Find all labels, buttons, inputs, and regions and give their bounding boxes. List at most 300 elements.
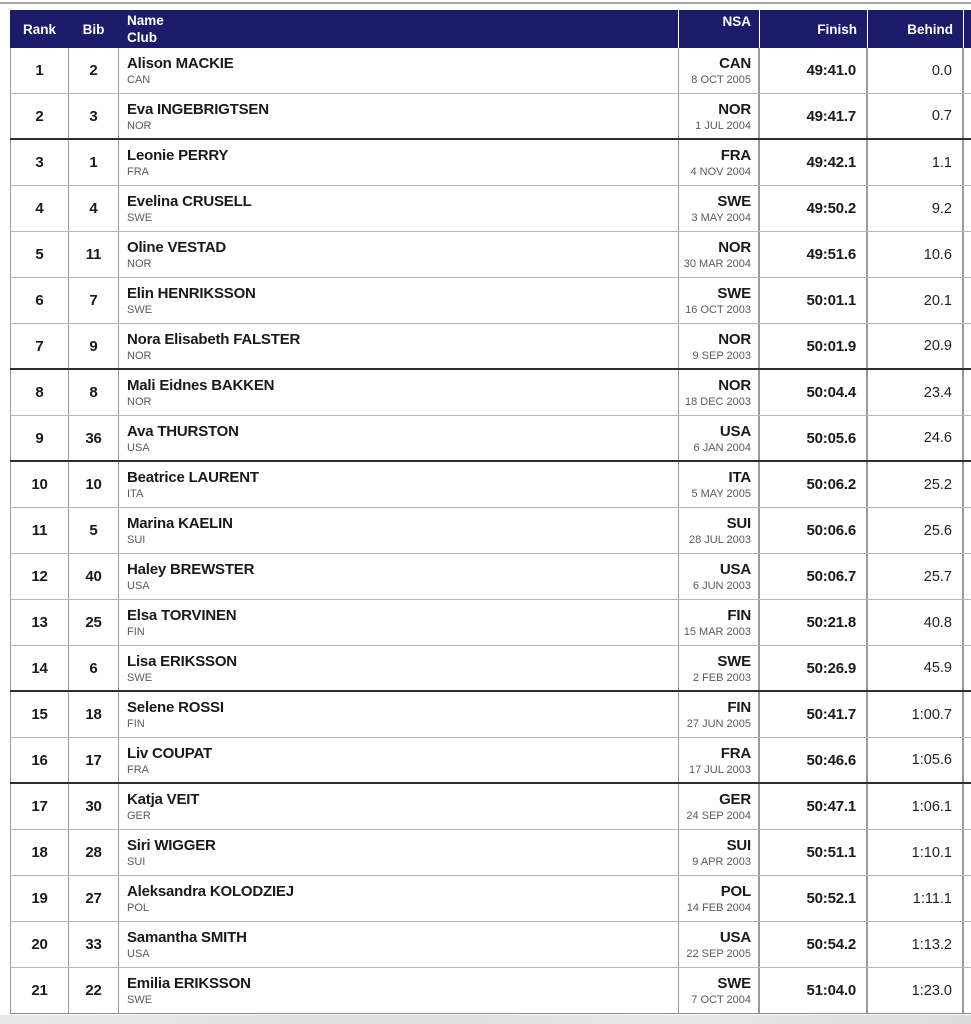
rank-value: 12 [31,568,48,585]
rank-value: 13 [31,614,48,631]
nsa-cell [678,370,759,415]
behind-cell [867,508,963,553]
nsa-cell [678,600,759,645]
finish-time: 50:01.9 [806,337,856,355]
finish-cell [759,600,867,645]
bib-value: 17 [85,751,102,769]
rank-cell [10,140,68,185]
behind-time: 20.1 [923,292,952,309]
name-club-cell [118,416,678,460]
rank-cell [10,968,68,1013]
rank-value: 19 [31,890,48,907]
birth-date: 15 MAR 2003 [683,626,751,638]
finish-time: 51:04.0 [806,982,856,999]
rank-cell [10,692,68,737]
behind-cell [867,646,963,690]
result-row [10,48,971,94]
athlete-name: Selene ROSSI [127,699,224,716]
rank-cell [10,508,68,553]
result-row [10,876,971,922]
behind-cell [867,554,963,599]
behind-cell [867,830,963,875]
behind-time: 20.9 [923,338,952,354]
club-code: NOR [127,258,152,270]
rank-cell [10,94,68,138]
nsa-cell [678,922,759,967]
finish-time: 50:01.1 [806,292,856,309]
nsa-code: SWE [717,975,751,992]
bib-value: 4 [89,200,98,217]
finish-cell [759,646,867,690]
bib-cell [68,968,118,1013]
finish-time: 50:47.1 [806,798,856,815]
result-row [10,140,971,186]
rank-cell [10,370,68,415]
result-row [10,600,971,646]
rank-cell [10,186,68,231]
bib-cell [68,508,118,553]
club-code: SUI [127,534,146,546]
rank-value: 3 [35,154,44,171]
birth-date: 22 SEP 2005 [686,948,751,960]
finish-cell [759,508,867,553]
finish-time: 50:05.6 [806,429,856,447]
club-code: USA [127,441,150,454]
result-row [10,646,971,692]
bib-value: 10 [85,476,102,493]
next-column-partial-cell [963,278,971,323]
club-code: FRA [127,166,149,178]
next-column-partial-cell [963,600,971,645]
bib-value: 7 [89,292,98,309]
finish-time: 50:06.6 [806,522,856,539]
behind-cell [867,370,963,415]
header-rank [10,10,68,48]
finish-cell [759,186,867,231]
nsa-cell [678,416,759,460]
finish-cell [759,48,867,93]
bib-cell [68,646,118,690]
header-name-label: Name [127,13,164,28]
behind-cell [867,416,963,460]
nsa-cell [678,462,759,507]
rank-value: 9 [35,429,44,447]
finish-cell [759,278,867,323]
rank-value: 8 [35,384,44,401]
top-divider-line [0,2,971,4]
rank-value: 21 [31,982,48,999]
athlete-name: Marina KAELIN [127,515,233,532]
bib-cell [68,324,118,368]
birth-date: 9 SEP 2003 [692,349,751,362]
birth-date: 14 FEB 2004 [686,902,751,914]
bib-cell [68,784,118,829]
birth-date: 8 OCT 2005 [691,74,751,86]
athlete-name: Alison MACKIE [127,55,234,72]
rank-value: 20 [31,936,48,953]
finish-cell [759,94,867,138]
bib-value: 30 [85,798,102,815]
behind-cell [867,738,963,782]
name-club-cell [118,94,678,138]
bib-cell [68,94,118,138]
bib-value: 2 [89,62,98,79]
behind-cell [867,876,963,921]
behind-time: 1:10.1 [911,844,952,861]
bib-value: 11 [85,246,102,263]
next-column-partial-cell [963,370,971,415]
bib-value: 3 [89,107,98,125]
finish-time: 50:54.2 [806,936,856,953]
birth-date: 6 JUN 2003 [692,580,751,592]
nsa-cell [678,94,759,138]
club-code: SWE [127,994,153,1006]
bib-cell [68,48,118,93]
nsa-code: SWE [717,285,751,302]
athlete-name: Ava THURSTON [127,422,239,440]
next-column-partial-cell [963,462,971,507]
name-club-cell [118,554,678,599]
header-nsa-label: NSA [722,14,751,29]
name-club-cell [118,232,678,277]
bib-value: 22 [85,982,102,999]
result-row [10,554,971,600]
rank-value: 14 [31,659,48,677]
athlete-name: Beatrice LAURENT [127,469,259,486]
header-behind-label: Behind [907,21,953,37]
result-row [10,370,971,416]
next-column-partial-cell [963,94,971,138]
nsa-cell [678,508,759,553]
behind-time: 1.1 [931,154,952,171]
bib-cell [68,186,118,231]
athlete-name: Haley BREWSTER [127,561,255,578]
finish-cell [759,784,867,829]
athlete-name: Siri WIGGER [127,837,216,854]
birth-date: 17 JUL 2003 [689,763,751,776]
nsa-code: NOR [718,100,751,118]
athlete-name: Nora Elisabeth FALSTER [127,330,301,348]
result-row [10,738,971,784]
bib-cell [68,738,118,782]
name-club-cell [118,968,678,1013]
athlete-name: Mali Eidnes BAKKEN [127,377,275,394]
name-club-cell [118,738,678,782]
athlete-name: Evelina CRUSELL [127,193,252,210]
result-row [10,232,971,278]
athlete-name: Katja VEIT [127,791,200,808]
rank-cell [10,416,68,460]
behind-time: 40.8 [923,614,952,631]
club-code: NOR [127,349,152,362]
name-club-cell [118,646,678,690]
name-club-cell [118,508,678,553]
rank-cell [10,738,68,782]
name-club-cell [118,784,678,829]
behind-cell [867,600,963,645]
nsa-cell [678,738,759,782]
rank-cell [10,784,68,829]
nsa-code: FRA [720,147,751,164]
club-code: POL [127,902,150,914]
name-club-cell [118,692,678,737]
behind-cell [867,922,963,967]
club-code: FIN [127,626,145,638]
finish-cell [759,922,867,967]
header-name-club [118,10,678,48]
birth-date: 1 JUL 2004 [695,119,751,132]
birth-date: 18 DEC 2003 [684,396,751,408]
bib-cell [68,370,118,415]
behind-cell [867,692,963,737]
name-club-cell [118,140,678,185]
rank-value: 5 [35,246,44,263]
header-club-label: Club [127,30,157,45]
nsa-cell [678,232,759,277]
birth-date: 30 MAR 2004 [683,258,751,270]
finish-time: 50:06.7 [806,568,856,585]
table-header-row [10,10,971,48]
result-row [10,830,971,876]
finish-cell [759,370,867,415]
next-column-partial-cell [963,784,971,829]
name-club-cell [118,876,678,921]
bib-value: 6 [89,659,98,677]
nsa-cell [678,48,759,93]
name-club-cell [118,186,678,231]
behind-cell [867,48,963,93]
club-code: FIN [127,718,145,730]
behind-time: 10.6 [923,246,952,263]
nsa-code: NOR [718,239,751,256]
club-code: USA [127,948,150,960]
behind-time: 23.4 [923,384,952,401]
name-club-cell [118,600,678,645]
nsa-cell [678,278,759,323]
club-code: FRA [127,763,149,776]
rank-cell [10,324,68,368]
bib-value: 8 [89,384,98,401]
rank-cell [10,48,68,93]
bib-value: 36 [85,429,102,447]
behind-cell [867,462,963,507]
behind-time: 0.7 [931,108,952,124]
result-row [10,416,971,462]
club-code: SWE [127,212,153,224]
behind-time: 1:06.1 [911,798,952,815]
finish-cell [759,968,867,1013]
nsa-code: USA [719,422,751,440]
birth-date: 6 JAN 2004 [693,441,751,454]
bib-value: 25 [85,614,102,631]
finish-time: 50:06.2 [806,476,856,493]
behind-time: 25.6 [923,522,952,539]
bib-value: 33 [85,936,102,953]
behind-cell [867,278,963,323]
rank-value: 18 [31,844,48,861]
finish-cell [759,416,867,460]
finish-cell [759,876,867,921]
result-row [10,278,971,324]
birth-date: 5 MAY 2005 [691,488,751,500]
next-column-partial-cell [963,692,971,737]
birth-date: 7 OCT 2004 [691,994,751,1006]
nsa-code: CAN [719,55,751,72]
club-code: SWE [127,671,153,684]
next-column-partial-cell [963,508,971,553]
rank-value: 1 [35,62,44,79]
next-column-partial-cell [963,324,971,368]
rank-cell [10,830,68,875]
rank-value: 16 [31,751,48,769]
name-club-cell [118,370,678,415]
bib-cell [68,830,118,875]
finish-cell [759,462,867,507]
rank-cell [10,462,68,507]
behind-cell [867,186,963,231]
finish-cell [759,232,867,277]
behind-time: 25.7 [923,568,952,585]
club-code: NOR [127,119,152,132]
next-column-partial-cell [963,876,971,921]
nsa-cell [678,554,759,599]
behind-time: 24.6 [923,430,952,446]
behind-cell [867,784,963,829]
header-bib-label: Bib [82,21,105,37]
bib-cell [68,416,118,460]
finish-time: 50:51.1 [806,844,856,861]
birth-date: 2 FEB 2003 [692,671,751,684]
finish-cell [759,140,867,185]
result-row [10,462,971,508]
behind-time: 25.2 [923,476,952,493]
nsa-code: NOR [718,330,751,348]
finish-time: 50:46.6 [806,751,856,769]
finish-time: 49:42.1 [806,154,856,171]
next-column-partial-cell [963,830,971,875]
next-column-partial-cell [963,738,971,782]
finish-time: 50:26.9 [806,659,856,677]
nsa-code: SUI [726,837,751,854]
rank-value: 4 [35,200,44,217]
finish-cell [759,554,867,599]
nsa-code: SUI [726,515,751,532]
bib-cell [68,692,118,737]
club-code: GER [127,810,151,822]
finish-time: 49:41.0 [806,62,856,79]
bib-cell [68,278,118,323]
rank-value: 15 [31,706,48,723]
finish-cell [759,738,867,782]
club-code: ITA [127,488,144,500]
finish-time: 49:41.7 [806,107,856,125]
nsa-cell [678,876,759,921]
next-column-partial-cell [963,922,971,967]
next-column-partial-cell [963,968,971,1013]
rank-cell [10,922,68,967]
finish-time: 50:04.4 [806,384,856,401]
athlete-name: Lisa ERIKSSON [127,652,237,670]
name-club-cell [118,922,678,967]
finish-time: 49:50.2 [806,200,856,217]
behind-time: 1:13.2 [911,936,952,953]
result-row [10,186,971,232]
table-body [10,48,971,1014]
behind-time: 1:00.7 [911,706,952,723]
birth-date: 24 SEP 2004 [686,810,751,822]
birth-date: 9 APR 2003 [692,856,751,868]
behind-time: 1:11.1 [912,890,952,907]
bib-cell [68,140,118,185]
birth-date: 3 MAY 2004 [691,212,751,224]
behind-time: 1:05.6 [911,752,952,768]
athlete-name: Oline VESTAD [127,239,227,256]
result-row [10,94,971,140]
rank-value: 10 [31,476,48,493]
behind-time: 9.2 [931,200,952,217]
club-code: NOR [127,396,152,408]
rank-cell [10,646,68,690]
club-code: SWE [127,304,153,316]
athlete-name: Elin HENRIKSSON [127,285,256,302]
bib-value: 27 [85,890,102,907]
nsa-code: USA [719,929,751,946]
name-club-cell [118,462,678,507]
results-table [10,10,971,1014]
birth-date: 28 JUL 2003 [689,534,751,546]
bib-value: 5 [89,522,98,539]
birth-date: 27 JUN 2005 [686,718,751,730]
nsa-cell [678,692,759,737]
nsa-code: GER [719,791,751,808]
cutoff-next-row-strip [0,1015,971,1024]
nsa-cell [678,968,759,1013]
name-club-cell [118,324,678,368]
nsa-code: FIN [727,699,751,716]
bib-value: 9 [89,337,98,355]
name-club-cell [118,830,678,875]
behind-cell [867,140,963,185]
next-column-partial-cell [963,186,971,231]
nsa-code: ITA [728,469,751,486]
nsa-cell [678,186,759,231]
rank-value: 7 [35,337,44,355]
athlete-name: Leonie PERRY [127,147,229,164]
name-club-cell [118,278,678,323]
nsa-code: FRA [720,744,751,762]
nsa-code: FIN [727,607,751,624]
finish-time: 49:51.6 [806,246,856,263]
bib-cell [68,554,118,599]
header-nsa [678,10,759,48]
header-next-column-partial [963,10,971,48]
result-row [10,784,971,830]
bib-cell [68,232,118,277]
behind-cell [867,324,963,368]
bib-cell [68,876,118,921]
nsa-code: SWE [717,193,751,210]
athlete-name: Aleksandra KOLODZIEJ [127,883,294,900]
result-row [10,324,971,370]
behind-time: 45.9 [923,660,952,676]
behind-cell [867,968,963,1013]
bib-cell [68,600,118,645]
club-code: USA [127,580,150,592]
bib-value: 18 [85,706,102,723]
athlete-name: Elsa TORVINEN [127,607,237,624]
athlete-name: Samantha SMITH [127,929,247,946]
rank-cell [10,554,68,599]
